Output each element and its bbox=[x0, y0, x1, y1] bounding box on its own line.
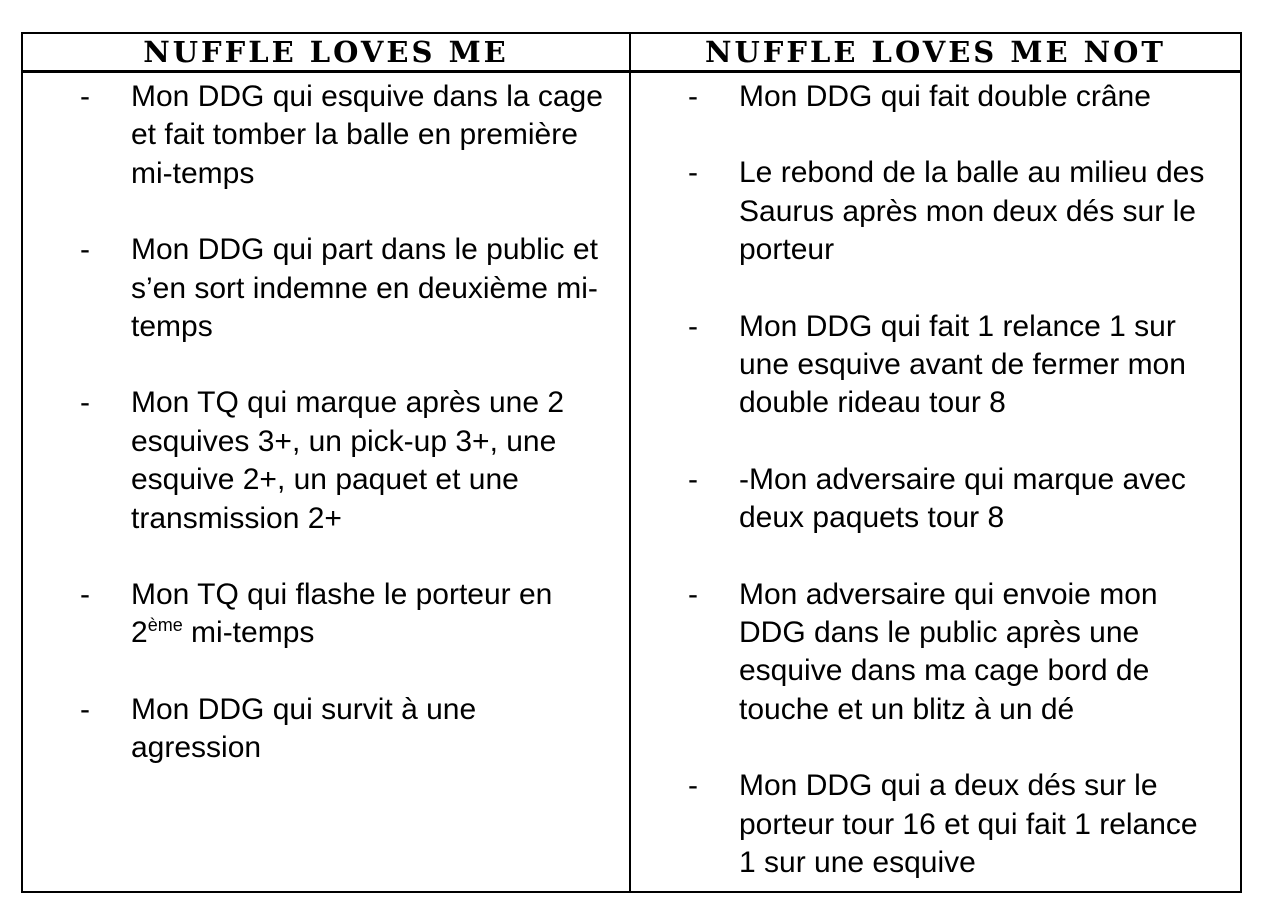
item-text: Mon TQ qui flashe le porteur en 2 bbox=[131, 578, 553, 650]
header-nuffle-loves-me-not: NUFFLE LOVES ME NOT bbox=[630, 33, 1241, 72]
bullet-dash: - bbox=[80, 386, 90, 420]
item-text: Mon adversaire qui envoie mon DDG dans le public après une esquive dans ma cage bord de touche et un blitz à un dé bbox=[739, 577, 1158, 726]
loves-me-not-list bbox=[631, 78, 1240, 883]
bullet-dash: - bbox=[80, 692, 90, 726]
list-item bbox=[688, 308, 1217, 423]
list-item bbox=[688, 78, 1217, 116]
bullet-dash: - bbox=[688, 156, 698, 190]
item-text: Mon DDG qui survit à une agression bbox=[131, 692, 477, 765]
item-text: Mon DDG qui fait 1 relance 1 sur une esquive avant de fermer mon double rideau tour 8 bbox=[739, 309, 1186, 420]
bullet-dash: - bbox=[80, 578, 90, 612]
list-item bbox=[80, 384, 609, 538]
list-item bbox=[80, 576, 609, 653]
header-nuffle-loves-me: NUFFLE LOVES ME bbox=[22, 33, 630, 72]
item-text: Mon DDG qui esquive dans la cage et fait tomber la balle en première mi-temps bbox=[131, 80, 603, 190]
loves-me-cell bbox=[22, 72, 630, 893]
bullet-dash: - bbox=[80, 80, 90, 113]
item-text-after: mi-temps bbox=[182, 616, 315, 650]
item-superscript: ème bbox=[147, 615, 183, 636]
table-header-row bbox=[22, 33, 1241, 72]
loves-me-list bbox=[23, 78, 629, 768]
list-item bbox=[688, 461, 1217, 538]
table-body-row bbox=[22, 72, 1241, 893]
bullet-dash: - bbox=[688, 462, 698, 496]
list-item bbox=[80, 231, 609, 346]
item-text: Mon DDG qui a deux dés sur le porteur tour 16 et qui fait 1 relance 1 sur une esquive bbox=[739, 769, 1198, 880]
item-text: Mon DDG qui fait double crâne bbox=[739, 80, 1151, 113]
loves-me-not-cell bbox=[630, 72, 1241, 893]
item-text: Mon DDG qui part dans le public et s’en sort indemne en deuxième mi-temps bbox=[131, 233, 598, 344]
list-item bbox=[80, 691, 609, 768]
item-text: Mon TQ qui marque après une 2 esquives 3+, un pick-up 3+, une esquive 2+, un paquet et une transmission 2+ bbox=[131, 386, 565, 535]
list-item bbox=[80, 78, 609, 193]
list-item bbox=[688, 576, 1217, 730]
bullet-dash: - bbox=[688, 309, 698, 343]
bullet-dash: - bbox=[688, 769, 698, 803]
bullet-dash: - bbox=[688, 577, 698, 611]
bullet-dash: - bbox=[688, 80, 698, 113]
bullet-dash: - bbox=[80, 233, 90, 267]
list-item bbox=[688, 767, 1217, 882]
nuffle-table bbox=[21, 32, 1242, 893]
list-item bbox=[688, 154, 1217, 269]
item-text: -Mon adversaire qui marque avec deux paquets tour 8 bbox=[739, 462, 1186, 535]
item-text: Le rebond de la balle au milieu des Saurus après mon deux dés sur le porteur bbox=[739, 156, 1205, 267]
